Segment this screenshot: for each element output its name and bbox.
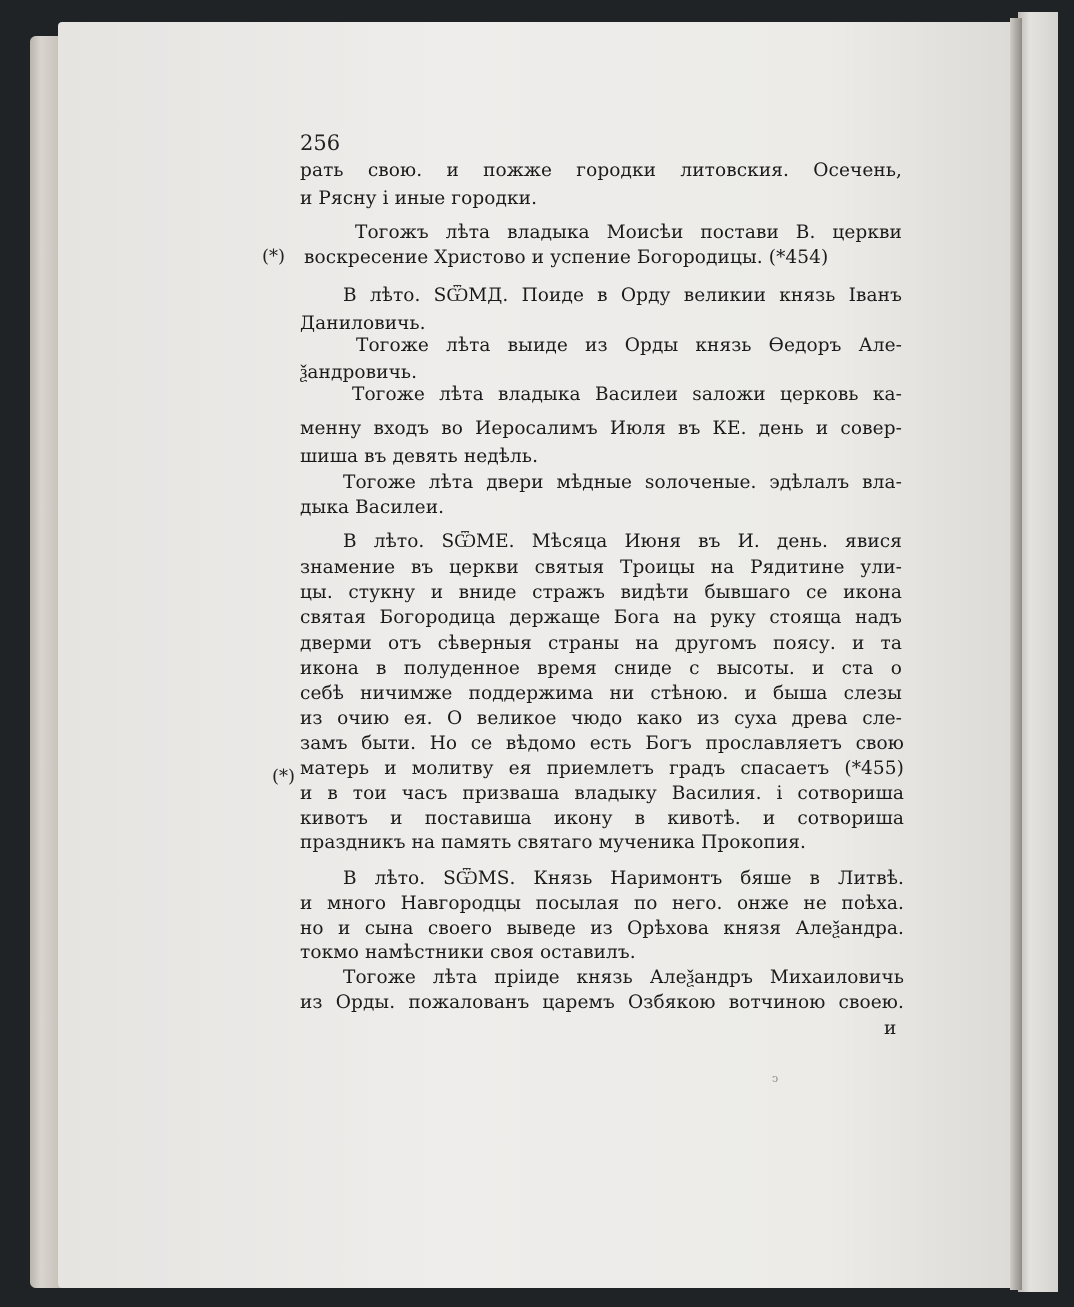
- margin-note: (*): [262, 246, 286, 267]
- margin-note: (*): [272, 766, 296, 787]
- text-line: шиша въ девять недѣль.: [300, 446, 539, 467]
- text-line: В лѣто. ЅѾМД. Поиде в Орду великии князь Іванъ: [343, 285, 902, 306]
- text-line: знамение въ церкви святыя Троицы на Рядитине ули-: [300, 557, 902, 578]
- text-line: Тогожъ лѣта владыка Моисѣи постави В. церкви: [355, 222, 902, 243]
- text-line: и много Навгородцы посылая по него. онже не поѣха.: [300, 893, 904, 914]
- paper-speck: ↄ: [772, 1072, 779, 1085]
- page-number: 256: [300, 131, 341, 155]
- text-line: дверми отъ сѣверныя страны на другомъ поясу. и та: [300, 633, 902, 654]
- book-gutter: [1010, 18, 1022, 1290]
- text-line: ѯандровичь.: [300, 362, 418, 383]
- next-page-edge: [1018, 12, 1058, 1292]
- text-line: из Орды. пожалованъ царемъ Озбякою вотчиною своею.: [300, 992, 904, 1013]
- text-line: из очию ея. О великое чюдо како из суха древа сле-: [300, 708, 902, 729]
- text-line: Тогоже лѣта выиде из Орды князь Ѳедоръ Але-: [356, 335, 902, 356]
- text-line: икона в полуденное время сниде с высоты. и ста о: [300, 658, 902, 679]
- text-line: Тогоже лѣта двери мѣдные ѕолоченые. эдѣлалъ вла-: [343, 472, 902, 493]
- text-line: себѣ ничимже поддержима ни стѣною. и быша слезы: [300, 683, 902, 704]
- book-page: [58, 22, 1020, 1288]
- text-line: Тогоже лѣта пріиде князь Алеѯандръ Михаиловичь: [343, 967, 904, 988]
- text-line: менну входъ во Иеросалимъ Июля въ КЕ. день и совер-: [300, 418, 902, 439]
- text-line: В лѣто. ЅѾМЕ. Мѣсяца Июня въ И. день. явися: [343, 531, 902, 552]
- text-line: В лѣто. ЅѾМЅ. Князь Наримонтъ бяше в Литвѣ.: [343, 868, 904, 889]
- text-line: и в тои часъ призваша владыку Василия. і сотвориша: [300, 783, 904, 804]
- text-line: Даниловичь.: [300, 313, 426, 334]
- text-line: кивотъ и поставиша икону в кивотѣ. и сотвориша: [300, 808, 904, 829]
- text-line: дыка Василеи.: [300, 497, 445, 518]
- text-line: матерь и молитву ея приемлетъ градъ спасаетъ (*455): [300, 758, 904, 779]
- catchword: и: [884, 1018, 897, 1039]
- text-line: замъ быти. Но се вѣдомо есть Богъ прославляетъ свою: [300, 733, 904, 754]
- text-line: святая Богородица держаще Бога на руку стояща надъ: [300, 607, 902, 628]
- text-line: цы. стукну и вниде стражъ видѣти бывшаго се икона: [300, 582, 902, 603]
- text-line: Тогоже лѣта владыка Василеи ѕаложи церковь ка-: [352, 384, 902, 405]
- text-line: токмо намѣстники своя оставилъ.: [300, 942, 636, 963]
- text-line: праздникъ на память святаго мученика Прокопия.: [300, 832, 807, 853]
- text-line: но и сына своего выведе из Орѣхова князя Алеѯандра.: [300, 918, 904, 939]
- text-line: и Рясну і иные городки.: [300, 188, 538, 209]
- text-line: рать свою. и пожже городки литовския. Осечень,: [300, 160, 902, 181]
- text-line: воскресение Христово и успение Богородицы. (*454): [304, 247, 829, 268]
